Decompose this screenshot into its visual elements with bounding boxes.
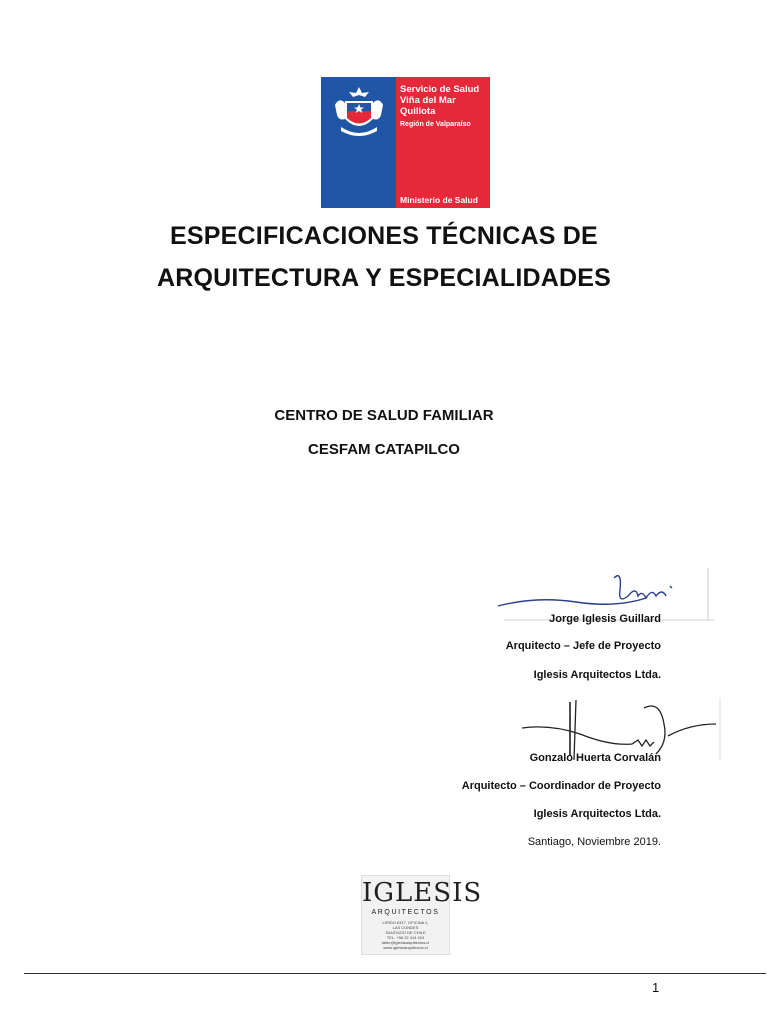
company-stamp [361, 875, 483, 955]
logo-red-panel [396, 77, 490, 208]
footer-divider [24, 973, 766, 974]
logo-blue-panel [321, 77, 396, 208]
stamp-brand-sub: ARQUITECTOS [371, 909, 440, 916]
ministry-logo [321, 77, 490, 208]
signatory-1-company: Iglesis Arquitectos Ltda. [533, 669, 661, 681]
signatory-2-company: Iglesis Arquitectos Ltda. [533, 808, 661, 820]
subtitle-line-2: CESFAM CATAPILCO [308, 441, 460, 458]
logo-ministry: Ministerio de Salud [400, 195, 478, 205]
stamp-detail-6: www.iglesisarquitectos.cl [383, 945, 428, 950]
document-title-line-2: ARQUITECTURA Y ESPECIALIDADES [156, 264, 611, 292]
signatory-2-name: Gonzalo Huerta Corvalán [529, 752, 661, 764]
signatory-2-role: Arquitecto – Coordinador de Proyecto [461, 780, 661, 792]
logo-line-3: Quillota [400, 106, 436, 117]
stamp-brand: IGLESIS [362, 878, 483, 908]
stamp-detail-5: taller@iglesisarquitectos.cl [381, 940, 430, 945]
stamp-detail-3: SANTIAGO DE CHILE [385, 930, 426, 935]
logo-line-2: Viña del Mar [400, 95, 456, 106]
stamp-detail-2: LAS CONDES [392, 925, 419, 930]
signatory-1-name: Jorge Iglesis Guillard [549, 613, 661, 625]
coat-of-arms-icon [331, 83, 387, 141]
page-number: 1 [652, 980, 660, 995]
stamp-detail-1: LIRIDO 6317, OFICINA 1, [382, 920, 429, 925]
subtitle-line-1: CENTRO DE SALUD FAMILIAR [274, 407, 494, 424]
logo-line-1: Servicio de Salud [400, 84, 480, 95]
signatory-1-role: Arquitecto – Jefe de Proyecto [505, 640, 661, 652]
stamp-detail-4: TEL: +56 22 414 424 [386, 935, 425, 940]
logo-line-4: Región de Valparaíso [400, 121, 471, 128]
place-date: Santiago, Noviembre 2019. [527, 836, 661, 848]
document-title-line-1: ESPECIFICACIONES TÉCNICAS DE [170, 222, 598, 250]
